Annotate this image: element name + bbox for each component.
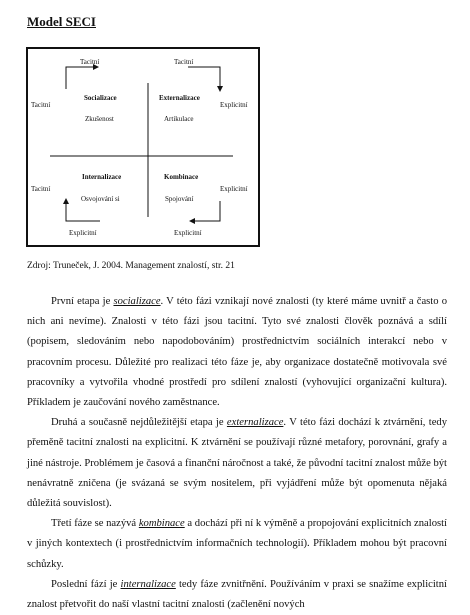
quadrant-socializace-subtitle: Zkušenost xyxy=(85,115,114,123)
label-bl-left: Tacitní xyxy=(31,185,51,193)
paragraph xyxy=(27,575,447,615)
seci-diagram-lines xyxy=(28,49,258,245)
label-tr-top: Tacitní xyxy=(174,58,194,66)
paragraph-text: Druhá a současně nejdůležitější etapa je xyxy=(51,417,227,429)
paragraph xyxy=(27,514,447,575)
paragraph-text: a dochází při ní k výměně a propojování explicitních znalostí v jiných kontextech (i prostřednictvím informačních technologií). Příkladem mohou být pracovní schůzky. xyxy=(27,518,447,570)
page-heading: Model SECI xyxy=(27,14,96,29)
label-tr-right: Explicitní xyxy=(220,101,248,109)
label-br-bottom: Explicitní xyxy=(174,229,202,237)
paragraph xyxy=(27,413,447,514)
quadrant-externalizace-title: Externalizace xyxy=(159,94,200,102)
paragraph-text: Třetí fáze se nazývá xyxy=(51,518,139,530)
tr-arrow xyxy=(188,67,220,91)
tl-arrow xyxy=(66,67,98,89)
term-externalizace: externalizace xyxy=(226,417,284,429)
label-bl-bottom: Explicitní xyxy=(69,229,97,237)
quadrant-externalizace-subtitle: Artikulace xyxy=(164,115,194,123)
term-kombinace: kombinace xyxy=(138,518,185,530)
paragraph-text: První etapa je xyxy=(51,296,114,307)
paragraph-text: . V této fázi dochází k ztvárnění, tedy přeměně tacitní znalosti na explicitní. K ztvárnění se používají různé metafory, porovnání, grafy a jiné nástroje. Problémem je časová a finanční náročnost a také, že původní tacitní znalost může být nenávratně zničena (je svázaná se svým nositelem, při vyjádření může být opomenuta nějaká důležitá souvislost). xyxy=(27,417,447,510)
body-text xyxy=(27,292,447,615)
paragraph-text: tedy fáze zvnitřnění. Používáním v praxi se snažíme explicitní znalost přetvořit do naší vlastní tacitní znalosti (začlenění nových xyxy=(27,578,447,611)
quadrant-socializace-title: Socializace xyxy=(84,94,117,102)
label-tl-top: Tacitní xyxy=(80,58,100,66)
term-internalizace: internalizace xyxy=(120,578,176,590)
quadrant-internalizace-title: Internalizace xyxy=(82,173,122,181)
quadrant-internalizace-subtitle: Osvojování si xyxy=(81,195,120,203)
term-socializace: socializace xyxy=(113,296,161,307)
label-br-right: Explicitní xyxy=(220,185,248,193)
paragraph-text: Poslední fází je xyxy=(51,578,121,590)
seci-diagram xyxy=(26,47,260,247)
quadrant-kombinace-subtitle: Spojování xyxy=(165,195,194,203)
br-arrow xyxy=(190,201,220,221)
quadrant-kombinace-title: Kombinace xyxy=(164,173,199,181)
paragraph xyxy=(27,292,447,413)
figure-source: Zdroj: Truneček, J. 2004. Management znalostí, str. 21 xyxy=(27,261,235,271)
paragraph-text: . V této fázi vznikají nové znalosti (ty které máme uvnitř a často o nich ani nevíme). Znalosti v této fázi jsou tacitní. Tyto své znalosti člověk poznává a sdílí (popisem, sledováním nebo napodobováním) prostřednictvím sociálních interakcí nebo v pracovním procesu. Důležité pro realizaci této fáze je, aby organizace dostatečně motivovala své pracovníky a vytvořila vhodné prostředí pro sdílení znalostí (vyhovující organizační kultura). Příkladem je zaučování nového zaměstnance. xyxy=(27,296,447,409)
label-tl-left: Tacitní xyxy=(31,101,51,109)
